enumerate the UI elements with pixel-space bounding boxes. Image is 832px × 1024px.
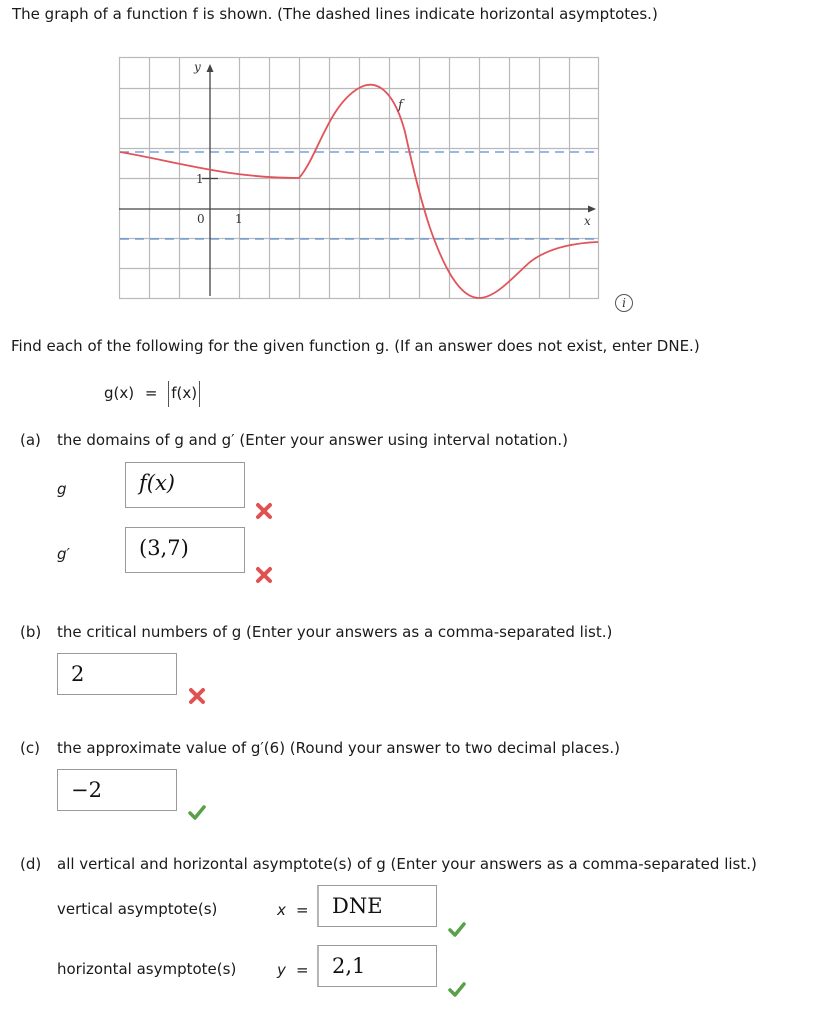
y-axis-label: y [194,60,201,74]
part-c-text: the approximate value of g′(6) (Round your answer to two decimal places.) [57,739,620,757]
answer-vertical-asymptote[interactable]: DNE [317,885,437,927]
vertical-var: x [277,901,286,919]
label-g: g [57,480,67,498]
part-b-letter: (b) [20,623,42,641]
incorrect-icon [188,687,206,705]
tick-y-1: 1 [196,172,204,186]
part-a-text: the domains of g and g′ (Enter your answer using interval notation.) [57,431,569,449]
horizontal-eq: = [296,961,309,979]
part-b-text: the critical numbers of g (Enter your answers as a comma-separated list.) [57,623,613,641]
horizontal-var: y [277,961,286,979]
graph-axes [119,64,596,296]
answer-domain-g[interactable]: f(x) [125,462,245,508]
vertical-eq: = [296,901,309,919]
answer-g-prime-6[interactable]: −2 [57,769,177,811]
incorrect-icon [255,502,273,520]
horizontal-asymptote-label: horizontal asymptote(s) [57,960,237,978]
tick-x-1: 1 [235,212,243,226]
definition [104,380,200,407]
part-d-text: all vertical and horizontal asymptote(s) of g (Enter your answers as a comma-separated list.) [57,855,757,873]
part-d-letter: (d) [20,855,42,873]
abs-bar-right [199,381,200,407]
label-g-prime: g′ [57,545,70,563]
correct-check-icon [448,980,466,998]
prompt-text: Find each of the following for the given function g. (If an answer does not exist, enter DNE.) [11,337,700,355]
tick-origin: 0 [197,212,205,226]
correct-check-icon [188,803,206,821]
part-a-letter: (a) [20,431,41,449]
vertical-asymptote-label: vertical asymptote(s) [57,900,218,918]
answer-domain-g-prime[interactable]: (3,7) [125,527,245,573]
part-c-letter: (c) [20,739,40,757]
intro-text: The graph of a function f is shown. (The dashed lines indicate horizontal asymptotes.) [12,5,658,23]
definition-lhs: g(x) [104,384,135,402]
function-graph [118,56,600,302]
definition-rhs: f(x) [171,384,198,402]
info-icon[interactable]: i [615,294,633,312]
answer-horizontal-asymptote[interactable]: 2,1 [317,945,437,987]
abs-bar-left [168,381,169,407]
definition-eq: = [144,384,158,402]
correct-check-icon [448,920,466,938]
curve-label: f [398,98,403,113]
graph-grid [119,57,599,299]
answer-critical-numbers[interactable]: 2 [57,653,177,695]
incorrect-icon [255,566,273,584]
x-axis-label: x [584,214,591,228]
